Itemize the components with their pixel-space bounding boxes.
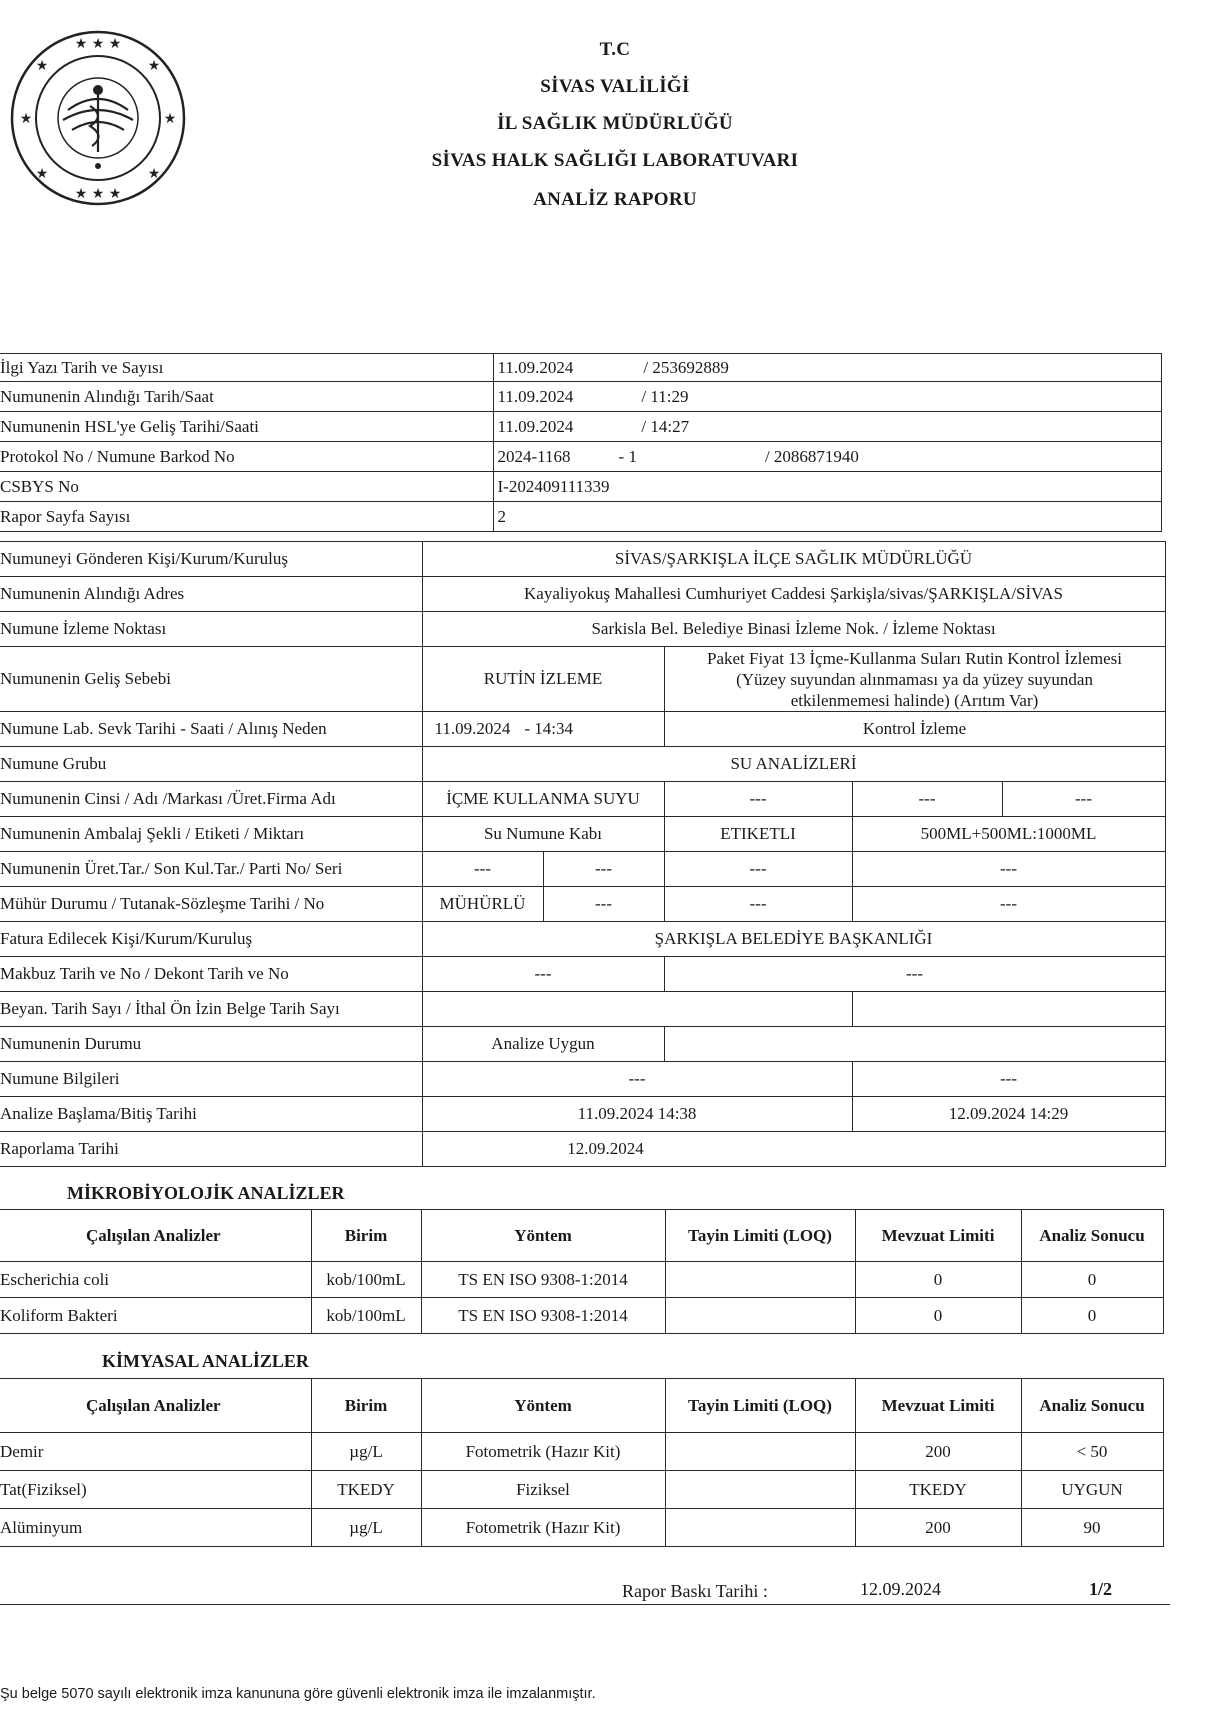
footer-rule [0, 1604, 1170, 1605]
micro-col-mevzuat: Mevzuat Limiti [855, 1210, 1021, 1262]
sebep-label: Numunenin Geliş Sebebi [0, 647, 422, 712]
micro-row-birim: kob/100mL [311, 1298, 421, 1334]
beyan-value-2 [852, 992, 1165, 1027]
chem-col-sonuc: Analiz Sonucu [1021, 1379, 1163, 1433]
gonderen-label: Numuneyi Gönderen Kişi/Kurum/Kuruluş [0, 542, 422, 577]
grup-label: Numune Grubu [0, 747, 422, 782]
svg-text:★: ★ [19, 111, 33, 127]
sevk-value: 11.09.2024 - 14:34 [422, 712, 664, 747]
sebep-value: RUTİN İZLEME [422, 647, 664, 712]
header-mudurluk: İL SAĞLIK MÜDÜRLÜĞÜ [497, 113, 733, 134]
durum-label: Numunenin Durumu [0, 1027, 422, 1062]
micro-col-analiz: Çalışılan Analizler [0, 1210, 311, 1262]
bilgi-value-1: --- [422, 1062, 852, 1097]
dekont-value: --- [664, 957, 1165, 992]
header-tc: T.C [599, 39, 631, 60]
header-analiz-raporu: ANALİZ RAPORU [533, 189, 697, 210]
makbuz-label: Makbuz Tarih ve No / Dekont Tarih ve No [0, 957, 422, 992]
svg-text:★ ★ ★: ★ ★ ★ [74, 186, 122, 202]
baski-tarihi: 12.09.2024 [860, 1579, 941, 1599]
chem-row-yontem: Fotometrik (Hazır Kit) [421, 1509, 665, 1547]
micro-col-loq: Tayin Limiti (LOQ) [665, 1210, 855, 1262]
micro-row-sonuc: 0 [1021, 1262, 1163, 1298]
fatura-label: Fatura Edilecek Kişi/Kurum/Kuruluş [0, 922, 422, 957]
svg-text:★ ★ ★: ★ ★ ★ [74, 36, 122, 52]
durum-value: Analize Uygun [422, 1027, 664, 1062]
chem-row-birim: TKEDY [311, 1471, 421, 1509]
uretim-value-4: --- [852, 852, 1165, 887]
micro-row-analiz: Escherichia coli [0, 1262, 311, 1298]
analiz-baslama: 11.09.2024 14:38 [422, 1097, 852, 1132]
ilgi-value: 11.09.2024 / 253692889 [493, 354, 1161, 382]
beyan-value-1 [422, 992, 852, 1027]
grup-value: SU ANALİZLERİ [422, 747, 1165, 782]
micro-row-analiz: Koliform Bakteri [0, 1298, 311, 1334]
rapor-tarih-value: 12.09.2024 [422, 1132, 1165, 1167]
izleme-label: Numune İzleme Noktası [0, 612, 422, 647]
chem-row-mevzuat: 200 [855, 1433, 1021, 1471]
micro-section-title: MİKROBİYOLOJİK ANALİZLER [67, 1183, 345, 1203]
micro-row-yontem: TS EN ISO 9308-1:2014 [421, 1298, 665, 1334]
sebep-detail-line1: Paket Fiyat 13 İçme-Kullanma Suları Rutin Kontrol İzlemesi [707, 648, 1123, 668]
table-row [0, 1298, 1163, 1334]
chem-row-sonuc: 90 [1021, 1509, 1163, 1547]
rapor-tarih-label: Raporlama Tarihi [0, 1132, 422, 1167]
sayfa-label: Rapor Sayfa Sayısı [0, 502, 493, 532]
chem-row-mevzuat: 200 [855, 1509, 1021, 1547]
fatura-value: ŞARKIŞLA BELEDİYE BAŞKANLIĞI [422, 922, 1165, 957]
uretim-value-2: --- [543, 852, 664, 887]
micro-row-sonuc: 0 [1021, 1298, 1163, 1334]
micro-row-yontem: TS EN ISO 9308-1:2014 [421, 1262, 665, 1298]
cinsi-value-3: --- [852, 782, 1002, 817]
chem-row-loq [665, 1471, 855, 1509]
chem-col-analiz: Çalışılan Analizler [0, 1379, 311, 1433]
chem-section-title: KİMYASAL ANALİZLER [102, 1351, 309, 1371]
chem-table [0, 1378, 1164, 1547]
sebep-detail-line3: etkilenmemesi halinde) (Arıtım Var) [790, 690, 1039, 710]
chem-col-yontem: Yöntem [421, 1379, 665, 1433]
protokol-value: 2024-1168 - 1 / 2086871940 [493, 442, 1161, 472]
muhur-value-4: --- [852, 887, 1165, 922]
adres-value: Kayaliyokuş Mahallesi Cumhuriyet Caddesi Şarkişla/sivas/ŞARKIŞLA/SİVAS [422, 577, 1165, 612]
table-row [0, 1262, 1163, 1298]
micro-col-birim: Birim [311, 1210, 421, 1262]
gelis-label: Numunenin HSL'ye Geliş Tarihi/Saati [0, 412, 493, 442]
micro-row-loq [665, 1298, 855, 1334]
micro-table [0, 1209, 1164, 1334]
chem-row-birim: µg/L [311, 1433, 421, 1471]
beyan-label: Beyan. Tarih Sayı / İthal Ön İzin Belge Tarih Sayı [0, 992, 422, 1027]
uretim-value-1: --- [422, 852, 543, 887]
header-laboratuvar: SİVAS HALK SAĞLIĞI LABORATUVARI [431, 150, 799, 171]
table-row [0, 1471, 1163, 1509]
detail-table [0, 541, 1166, 1167]
alindigi-label: Numunenin Alındığı Tarih/Saat [0, 382, 493, 412]
chem-row-mevzuat: TKEDY [855, 1471, 1021, 1509]
table-row [0, 1433, 1163, 1471]
svg-text:★: ★ [163, 111, 177, 127]
ambalaj-label: Numunenin Ambalaj Şekli / Etiketi / Miktarı [0, 817, 422, 852]
analiz-tarih-label: Analize Başlama/Bitiş Tarihi [0, 1097, 422, 1132]
izleme-value: Sarkisla Bel. Belediye Binasi İzleme Nok. / İzleme Noktası [422, 612, 1165, 647]
chem-col-birim: Birim [311, 1379, 421, 1433]
muhur-value-3: --- [664, 887, 852, 922]
uretim-label: Numunenin Üret.Tar./ Son Kul.Tar./ Parti No/ Seri [0, 852, 422, 887]
protokol-label: Protokol No / Numune Barkod No [0, 442, 493, 472]
svg-text:★: ★ [35, 166, 49, 182]
chem-row-sonuc: < 50 [1021, 1433, 1163, 1471]
bilgi-value-2: --- [852, 1062, 1165, 1097]
micro-row-birim: kob/100mL [311, 1262, 421, 1298]
cinsi-label: Numunenin Cinsi / Adı /Markası /Üret.Firma Adı [0, 782, 422, 817]
cinsi-value-4: --- [1002, 782, 1165, 817]
sevk-neden: Kontrol İzleme [664, 712, 1165, 747]
durum-empty [664, 1027, 1165, 1062]
adres-label: Numunenin Alındığı Adres [0, 577, 422, 612]
bilgi-label: Numune Bilgileri [0, 1062, 422, 1097]
gonderen-value: SİVAS/ŞARKIŞLA İLÇE SAĞLIK MÜDÜRLÜĞÜ [422, 542, 1165, 577]
cinsi-value: İÇME KULLANMA SUYU [422, 782, 664, 817]
analiz-bitis: 12.09.2024 14:29 [852, 1097, 1165, 1132]
chem-row-yontem: Fiziksel [421, 1471, 665, 1509]
sayfa-value: 2 [493, 502, 1161, 532]
micro-row-mevzuat: 0 [855, 1262, 1021, 1298]
muhur-label: Mühür Durumu / Tutanak-Sözleşme Tarihi / No [0, 887, 422, 922]
chem-col-loq: Tayin Limiti (LOQ) [665, 1379, 855, 1433]
chem-row-birim: µg/L [311, 1509, 421, 1547]
gelis-value: 11.09.2024 / 14:27 [493, 412, 1161, 442]
page-number: 1/2 [1089, 1579, 1113, 1599]
uretim-value-3: --- [664, 852, 852, 887]
header-valilik: SİVAS VALİLİĞİ [540, 76, 690, 97]
muhur-value: MÜHÜRLÜ [422, 887, 543, 922]
csbys-value: I-202409111339 [493, 472, 1161, 502]
svg-text:★: ★ [147, 166, 161, 182]
table-row [0, 1509, 1163, 1547]
baski-label: Rapor Baskı Tarihi : [622, 1581, 768, 1601]
sevk-label: Numune Lab. Sevk Tarihi - Saati / Alınış Neden [0, 712, 422, 747]
e-signature-note: Şu belge 5070 sayılı elektronik imza kanununa göre güvenli elektronik imza ile imzalanmıştır. [0, 1686, 596, 1702]
svg-text:★: ★ [147, 58, 161, 74]
sebep-detail [664, 647, 1165, 712]
chem-row-analiz: Alüminyum [0, 1509, 311, 1547]
chem-row-yontem: Fotometrik (Hazır Kit) [421, 1433, 665, 1471]
cinsi-value-2: --- [664, 782, 852, 817]
chem-row-analiz: Tat(Fiziksel) [0, 1471, 311, 1509]
ilgi-label: İlgi Yazı Tarih ve Sayısı [0, 354, 493, 382]
chem-row-analiz: Demir [0, 1433, 311, 1471]
chem-row-loq [665, 1433, 855, 1471]
chem-row-sonuc: UYGUN [1021, 1471, 1163, 1509]
chem-col-mevzuat: Mevzuat Limiti [855, 1379, 1021, 1433]
csbys-label: CSBYS No [0, 472, 493, 502]
micro-row-loq [665, 1262, 855, 1298]
svg-text:★: ★ [35, 58, 49, 74]
miktar-value: 500ML+500ML:1000ML [852, 817, 1165, 852]
makbuz-value: --- [422, 957, 664, 992]
ambalaj-value: Su Numune Kabı [422, 817, 664, 852]
micro-col-yontem: Yöntem [421, 1210, 665, 1262]
info-table [0, 353, 1162, 532]
chem-row-loq [665, 1509, 855, 1547]
micro-row-mevzuat: 0 [855, 1298, 1021, 1334]
sebep-detail-line2: (Yüzey suyundan alınmaması ya da yüzey suyundan [736, 669, 1093, 689]
alindigi-value: 11.09.2024 / 11:29 [493, 382, 1161, 412]
muhur-value-2: --- [543, 887, 664, 922]
etiket-value: ETIKETLI [664, 817, 852, 852]
micro-col-sonuc: Analiz Sonucu [1021, 1210, 1163, 1262]
